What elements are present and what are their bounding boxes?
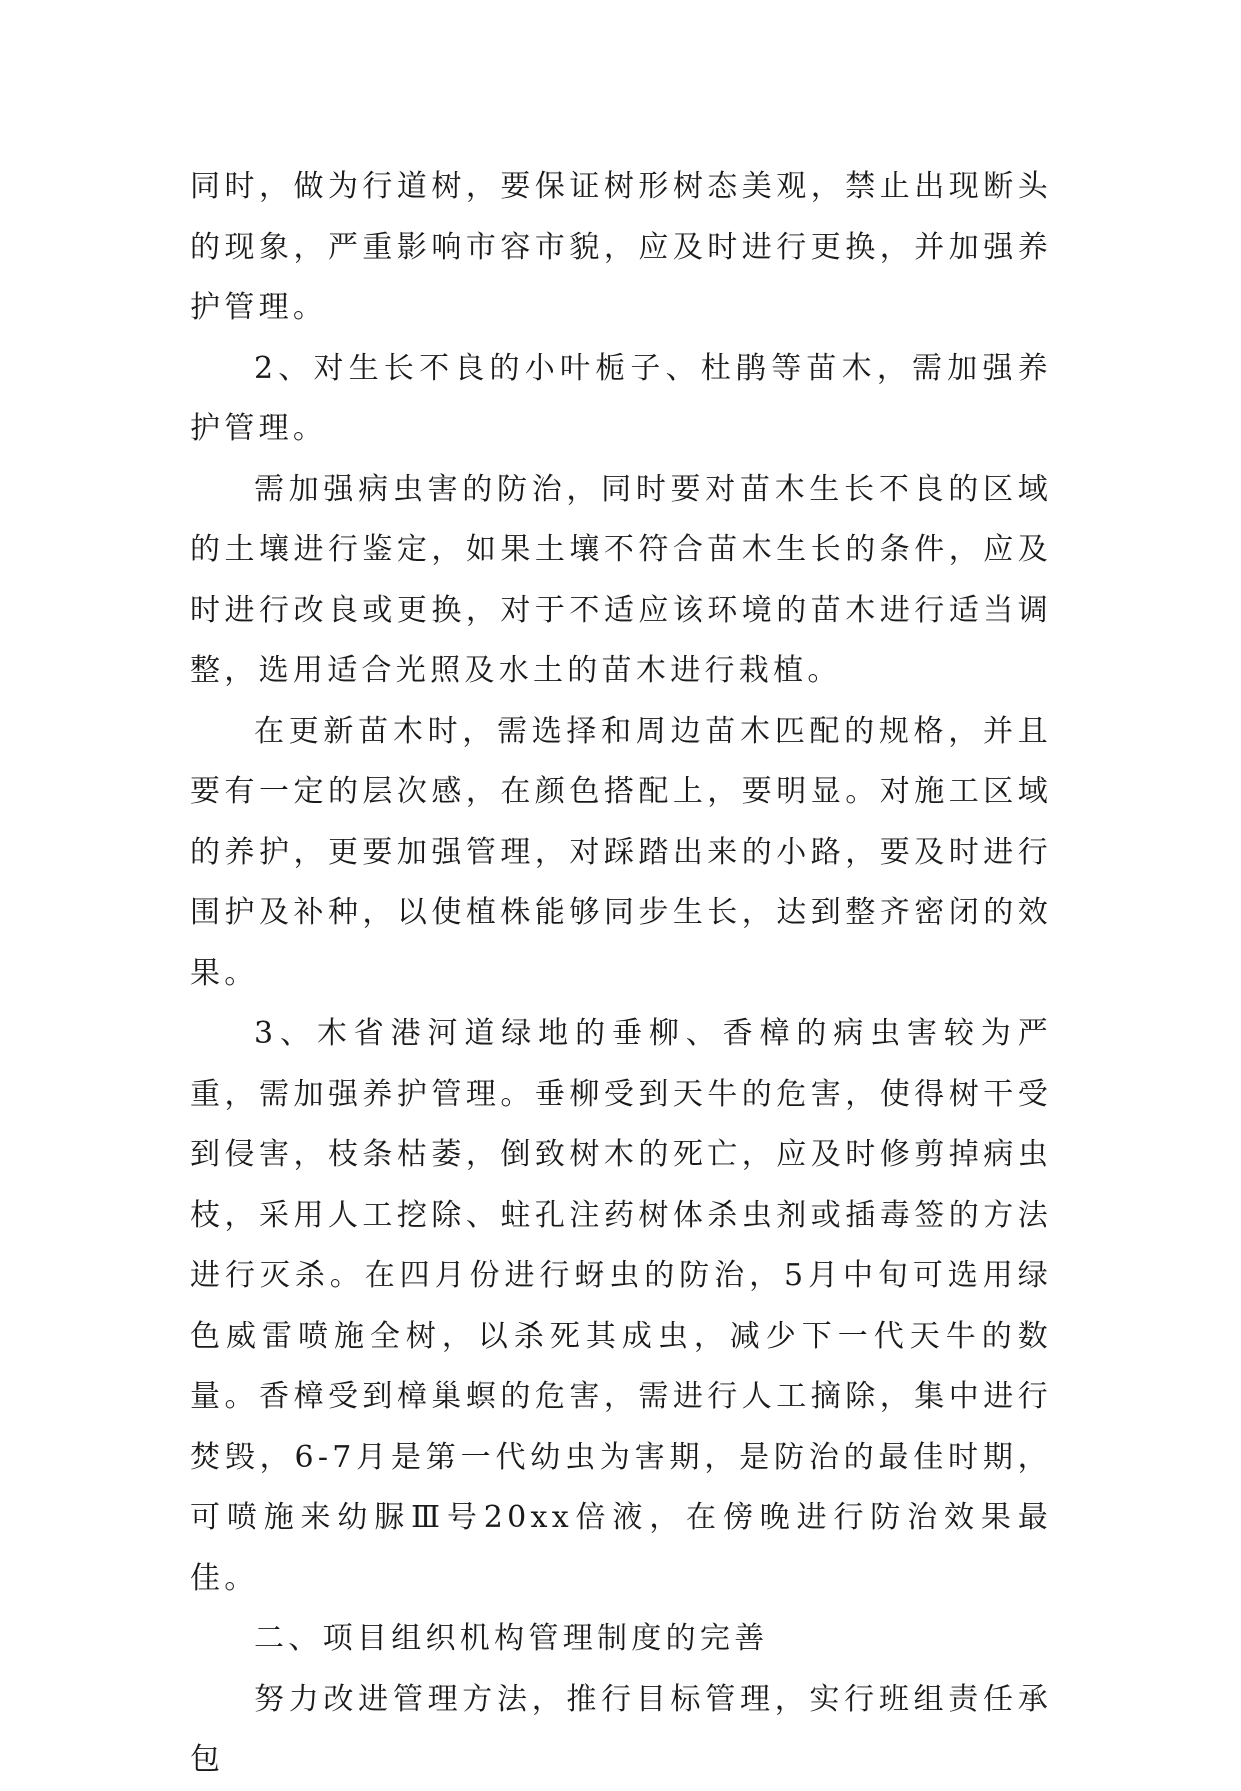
paragraph-tree-appearance: 同时，做为行道树，要保证树形树态美观，禁止出现断头的现象，严重影响市容市貌，应及时进行更换，并加强养护管理。 [190, 169, 1052, 325]
paragraph-pest-control-soil: 需加强病虫害的防治，同时要对苗木生长不良的区域的土壤进行鉴定，如果土壤不符合苗木生长的条件，应及时进行改良或更换，对于不适应该环境的苗木进行适当调整，选用适合光照及水土的苗木进行栽植。 [190, 471, 1052, 688]
paragraph-item-3: 3、木省港河道绿地的垂柳、香樟的病虫害较为严重，需加强养护管理。垂柳受到天牛的危害，使得树干受到侵害，枝条枯萎，倒致树木的死亡，应及时修剪掉病虫枝，采用人工挖除、蛀孔注药树体杀虫剂或插毒签的方法进行灭杀。在四月份进行蚜虫的防治，5月中旬可选用绿色威雷喷施全树，以杀死其成虫，减少下一代天牛的数量。香樟受到樟巢螟的危害，需进行人工摘除，集中进行焚毁，6-7月是第一代幼虫为害期，是防治的最佳时期，可喷施来幼脲Ⅲ号20xx倍液，在傍晚进行防治效果最佳。 [190, 1016, 1052, 1596]
paragraph-management-method: 努力改进管理方法，推行目标管理，实行班组责任承包 [190, 1681, 1052, 1777]
document-body [190, 157, 1052, 1791]
paragraph-seedling-update: 在更新苗木时，需选择和周边苗木匹配的规格，并且要有一定的层次感，在颜色搭配上，要明显。对施工区域的养护，更要加强管理，对踩踏出来的小路，要及时进行围护及补种，以使植株能够同步生长，达到整齐密闭的效果。 [190, 713, 1052, 991]
section-heading-organization: 二、项目组织机构管理制度的完善 [254, 1621, 769, 1656]
paragraph-item-2: 2、对生长不良的小叶栀子、杜鹃等苗木，需加强养护管理。 [190, 350, 1052, 446]
